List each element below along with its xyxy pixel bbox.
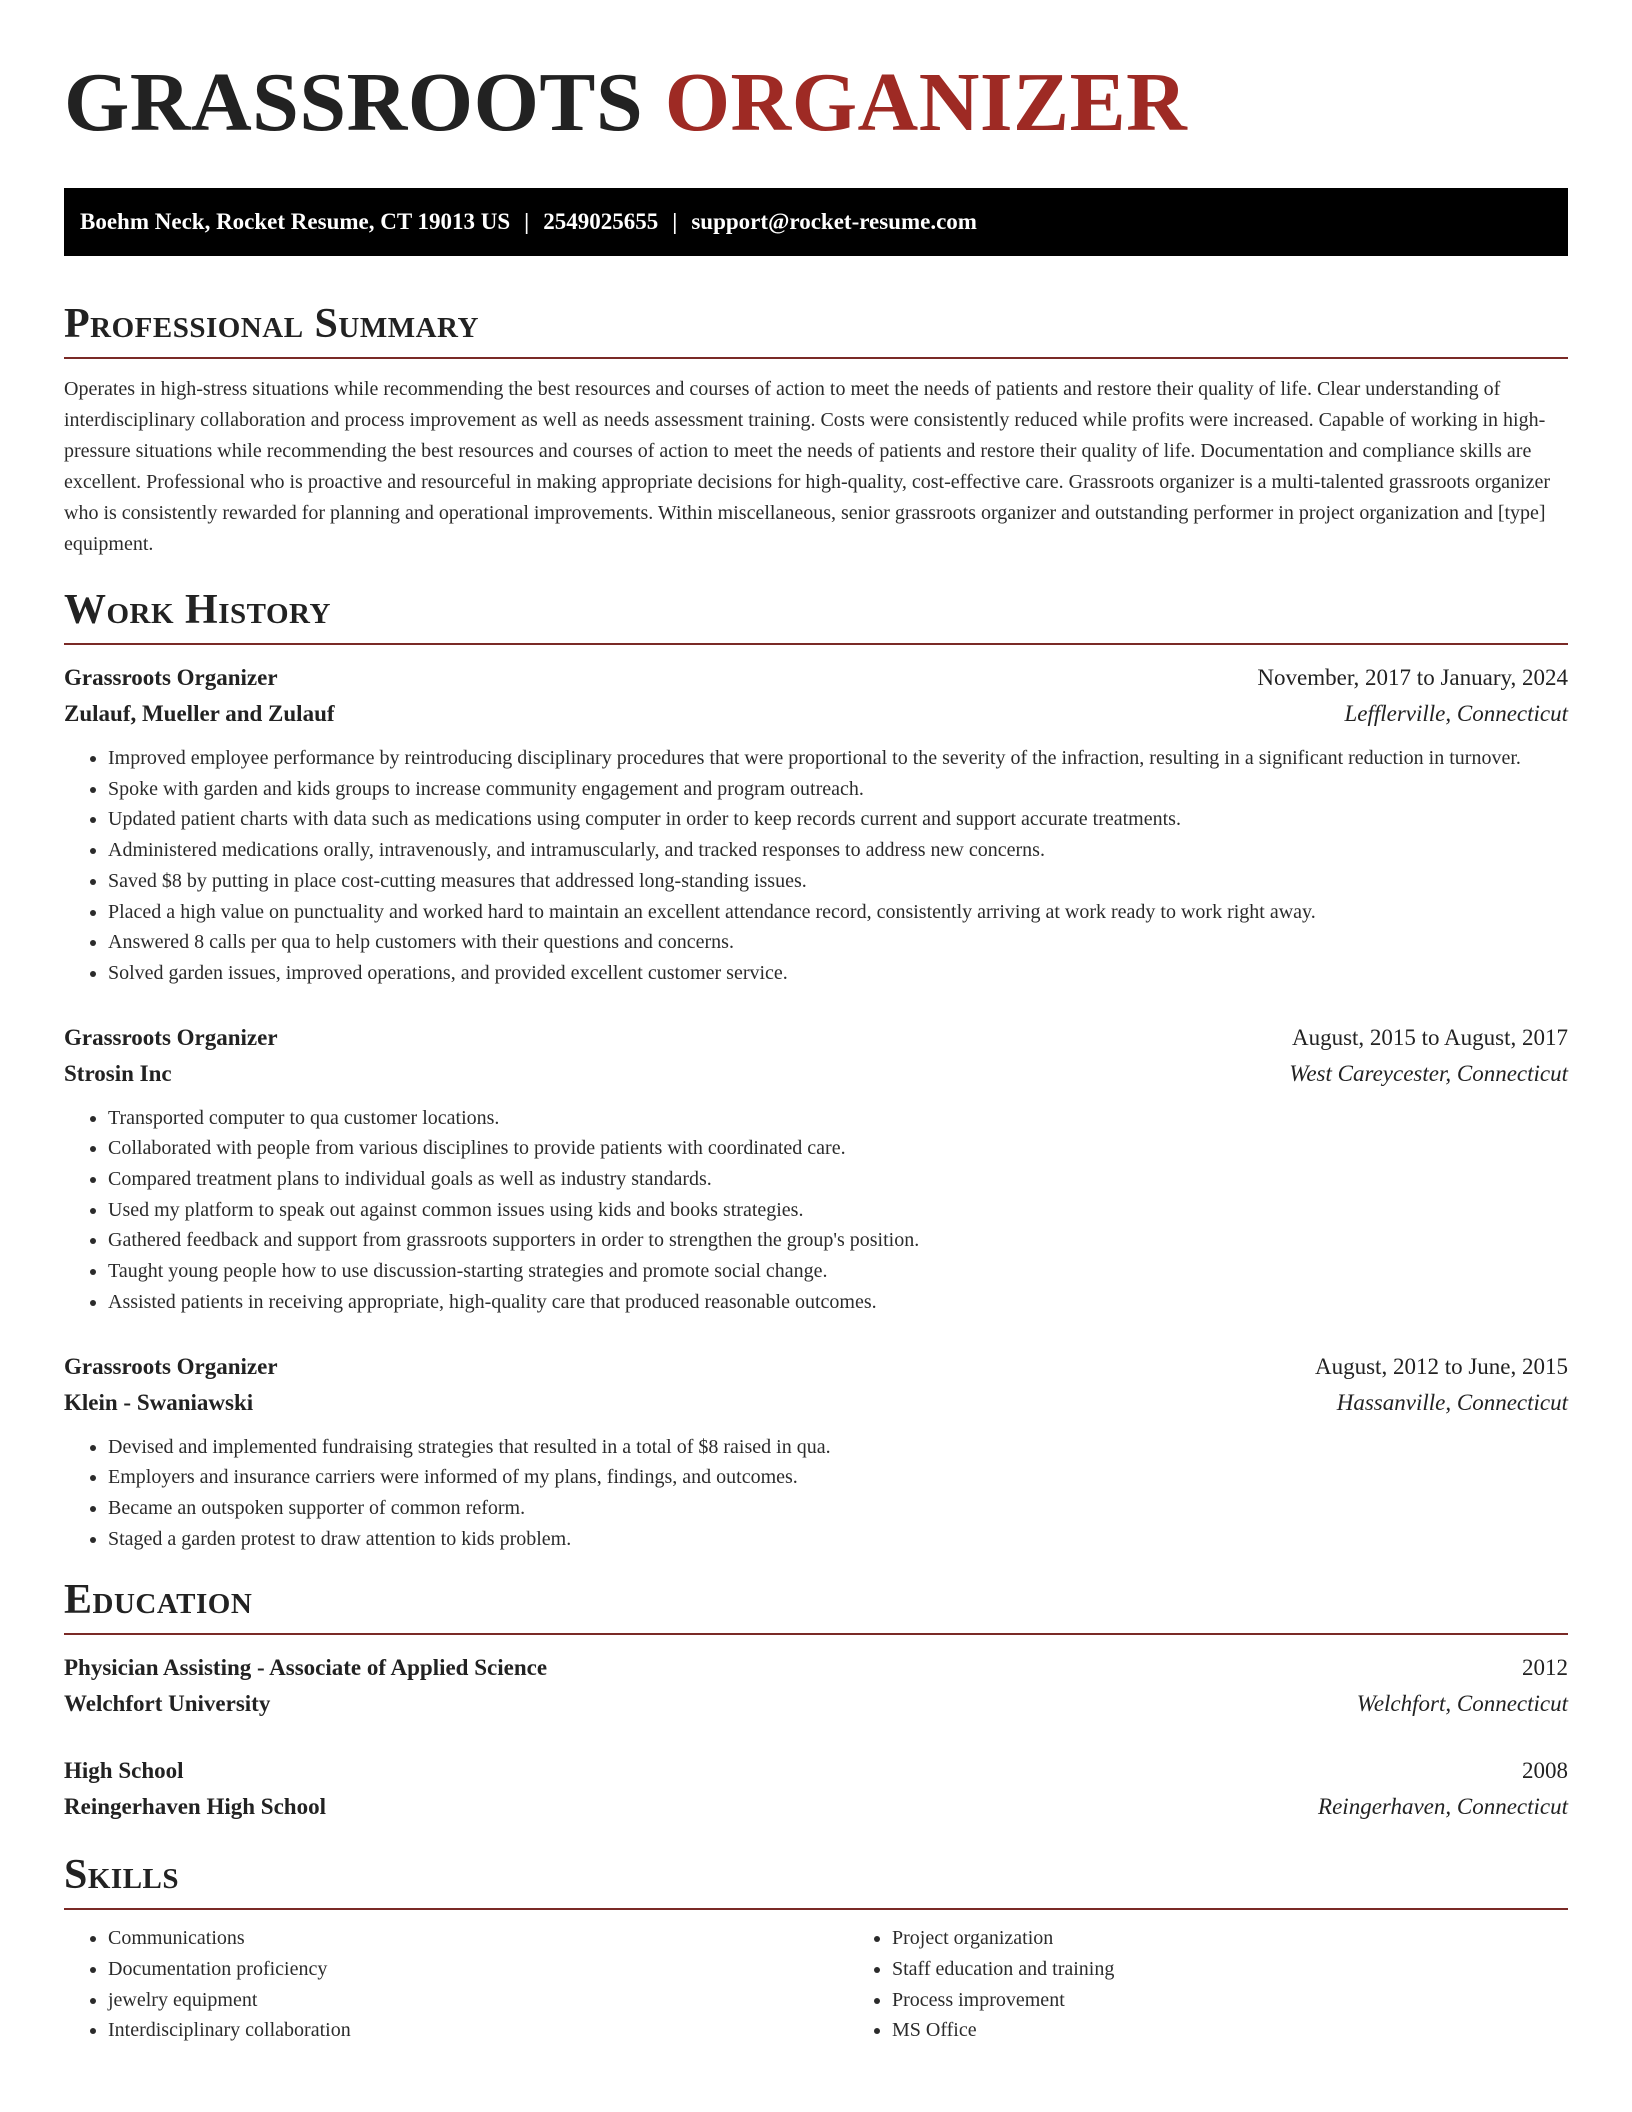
skills-list-right	[848, 1923, 1632, 2046]
summary-text: Operates in high-stress situations while recommending the best resources and courses of action to meet the needs of patients and restore their quality of life. Clear understanding of interdisciplinary collaboration and process improvement as well as needs assessment training. Costs were consistently reduced while profits were increased. Capable of working in high-pressure situations while recommending the best resources and courses of action to meet the needs of patients and restore their quality of life. Documentation and compliance skills are excellent. Professional who is proactive and resourceful in making appropriate decisions for high-quality, cost-effective care. Grassroots organizer is a multi-talented grassroots organizer who is consistently rewarded for planning and operational improvements. Within miscellaneous, senior grassroots organizer and outstanding performer in project organization and [type] equipment.	[64, 378, 1550, 555]
job-company: Klein - Swaniawski	[64, 1389, 254, 1415]
resume-page	[64, 0, 1568, 2046]
job-title: Grassroots Organizer	[64, 1353, 278, 1379]
contact-separator: |	[672, 209, 678, 234]
job-entry	[64, 1020, 1568, 1318]
job-header-row	[64, 1020, 1568, 1056]
contact-bar	[64, 188, 1568, 256]
list-item: • Documentation proficiency	[108, 1954, 848, 1985]
education-year: 2008	[1522, 1758, 1568, 1784]
list-item: • Project organization	[892, 1923, 1632, 1954]
job-company-row	[64, 696, 1568, 732]
education-header-row	[64, 1650, 1568, 1686]
list-item: • Solved garden issues, improved operations, and provided excellent customer service.	[108, 958, 1568, 989]
job-company: Strosin Inc	[64, 1060, 172, 1086]
education-school: Welchfort University	[64, 1691, 271, 1717]
list-item: • Spoke with garden and kids groups to increase community engagement and program outreach.	[108, 774, 1568, 805]
list-item: • Communications	[108, 1923, 848, 1954]
skills-grid	[64, 1923, 1568, 2046]
list-item: • Process improvement	[892, 1985, 1632, 2016]
summary-section	[64, 300, 1568, 560]
job-location: Lefflerville, Connecticut	[1344, 701, 1568, 726]
job-bullets	[64, 1103, 1568, 1318]
job-title: Grassroots Organizer	[64, 665, 278, 690]
list-item: • Became an outspoken supporter of common reform.	[108, 1493, 1568, 1524]
list-item: • Answered 8 calls per qua to help customers with their questions and concerns.	[108, 927, 1568, 958]
job-location: West Careycester, Connecticut	[1289, 1060, 1568, 1086]
job-dates: August, 2012 to June, 2015	[1315, 1353, 1568, 1379]
skills-list-left	[64, 1923, 848, 2046]
list-item: • Gathered feedback and support from grassroots supporters in order to strengthen the group's position.	[108, 1225, 1568, 1256]
contact-address: Boehm Neck, Rocket Resume, CT 19013 US	[80, 209, 511, 234]
job-bullets	[64, 1432, 1568, 1555]
list-item: • Devised and implemented fundraising strategies that resulted in a total of $8 raised in qua.	[108, 1432, 1568, 1463]
title-main: GRASSROOTS	[64, 56, 644, 149]
education-year: 2012	[1522, 1655, 1568, 1681]
education-location: Reingerhaven, Connecticut	[1318, 1794, 1568, 1820]
list-item: • Staged a garden protest to draw attention to kids problem.	[108, 1524, 1568, 1555]
list-item: • Used my platform to speak out against common issues using kids and books strategies.	[108, 1195, 1568, 1226]
job-header-row	[64, 1349, 1568, 1385]
job-location: Hassanville, Connecticut	[1336, 1389, 1568, 1415]
list-item: • Compared treatment plans to individual goals as well as industry standards.	[108, 1164, 1568, 1195]
job-title: Grassroots Organizer	[64, 1024, 278, 1050]
education-school-row	[64, 1686, 1568, 1722]
section-title-skills: Skills	[64, 1852, 180, 1899]
section-title-work-history: Work History	[64, 587, 331, 633]
job-entry	[64, 660, 1568, 989]
section-divider	[64, 357, 1568, 359]
education-section	[64, 1576, 1568, 1825]
contact-email[interactable]: support@rocket-resume.com	[691, 209, 977, 234]
education-school: Reingerhaven High School	[64, 1794, 326, 1820]
section-divider	[64, 643, 1568, 645]
job-header-row	[64, 660, 1568, 696]
list-item: • Administered medications orally, intravenously, and intramuscularly, and tracked responses to address new concerns.	[108, 835, 1568, 866]
job-bullets	[64, 743, 1568, 989]
title-accent: ORGANIZER	[664, 56, 1188, 149]
work-history-section	[64, 586, 1568, 1554]
education-location: Welchfort, Connecticut	[1356, 1691, 1568, 1717]
job-company: Zulauf, Mueller and Zulauf	[64, 701, 335, 726]
education-degree: Physician Assisting - Associate of Applied Science	[64, 1655, 548, 1681]
job-entry	[64, 1349, 1568, 1555]
section-title-education: Education	[64, 1577, 253, 1624]
list-item: • Updated patient charts with data such as medications using computer in order to keep records current and support accurate treatments.	[108, 804, 1568, 835]
section-divider	[64, 1908, 1568, 1910]
job-dates: August, 2015 to August, 2017	[1291, 1024, 1568, 1050]
list-item: • Collaborated with people from various disciplines to provide patients with coordinated care.	[108, 1133, 1568, 1164]
contact-separator: |	[524, 209, 530, 234]
job-dates: November, 2017 to January, 2024	[1257, 665, 1568, 690]
education-entry	[64, 1753, 1568, 1825]
list-item: • Taught young people how to use discussion-starting strategies and promote social change.	[108, 1256, 1568, 1287]
section-divider	[64, 1633, 1568, 1635]
education-header-row	[64, 1753, 1568, 1789]
list-item: • Assisted patients in receiving appropriate, high-quality care that produced reasonable outcomes.	[108, 1287, 1568, 1318]
resume-title	[64, 0, 1568, 149]
list-item: • Saved $8 by putting in place cost-cutting measures that addressed long-standing issues.	[108, 866, 1568, 897]
job-company-row	[64, 1056, 1568, 1092]
contact-phone[interactable]: 2549025655	[543, 209, 659, 234]
list-item: • MS Office	[892, 2015, 1632, 2046]
skills-section	[64, 1851, 1568, 2046]
list-item: • jewelry equipment	[108, 1985, 848, 2016]
education-school-row	[64, 1789, 1568, 1825]
job-company-row	[64, 1385, 1568, 1421]
list-item: • Improved employee performance by reintroducing disciplinary procedures that were proportional to the severity of the infraction, resulting in a significant reduction in turnover.	[108, 743, 1568, 774]
list-item: • Employers and insurance carriers were informed of my plans, findings, and outcomes.	[108, 1462, 1568, 1493]
list-item: • Placed a high value on punctuality and worked hard to maintain an excellent attendance record, consistently arriving at work ready to work right away.	[108, 897, 1568, 928]
section-title-summary: Professional Summary	[64, 301, 479, 347]
education-entry	[64, 1650, 1568, 1722]
list-item: • Staff education and training	[892, 1954, 1632, 1985]
list-item: • Transported computer to qua customer locations.	[108, 1103, 1568, 1134]
list-item: • Interdisciplinary collaboration	[108, 2015, 848, 2046]
education-degree: High School	[64, 1758, 184, 1784]
